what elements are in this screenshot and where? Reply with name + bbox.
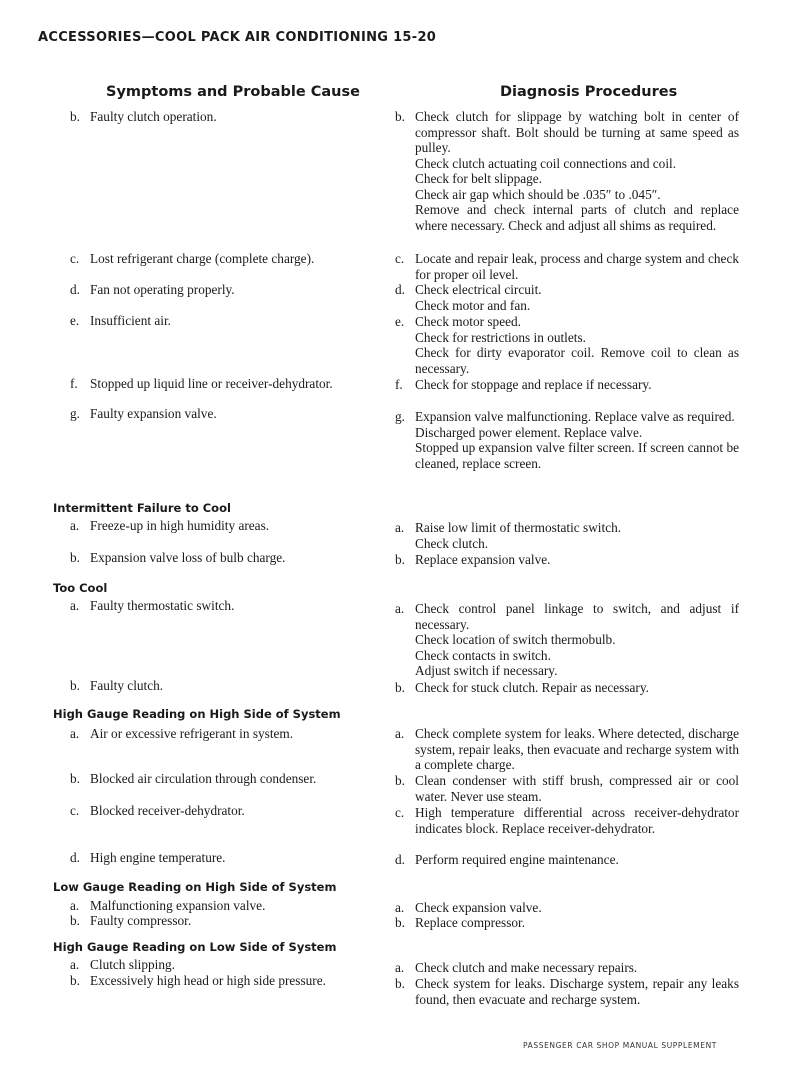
diagnosis-item: a. Check clutch and make necessary repairs.: [395, 960, 638, 975]
symptom-item: b. Excessively high head or high side pressure.: [70, 973, 326, 988]
diagnosis-item: e. Check motor speed. Check for restrictions in outlets. Check for dirty evaporator coil. Remove coil to clean as necessary.: [395, 314, 739, 376]
section-heading: Intermittent Failure to Cool: [53, 501, 231, 515]
diagnosis-item: f. Check for stoppage and replace if necessary.: [395, 377, 652, 392]
page-header: ACCESSORIES—COOL PACK AIR CONDITIONING 15-20: [38, 30, 437, 45]
diagnosis-item: d. Check electrical circuit. Check motor and fan.: [395, 282, 542, 313]
symptoms-column-heading: Symptoms and Probable Cause: [106, 84, 360, 100]
diagnosis-item: b. Replace expansion valve.: [395, 552, 551, 567]
diagnosis-item: b. Replace compressor.: [395, 915, 526, 930]
diagnosis-column-heading: Diagnosis Procedures: [500, 84, 678, 100]
diagnosis-item: a. Check expansion valve.: [395, 900, 542, 915]
section-heading: High Gauge Reading on Low Side of System: [53, 940, 337, 954]
diagnosis-item: b. Clean condenser with stiff brush, compressed air or cool water. Never use steam.: [395, 773, 739, 804]
symptom-item: c. Blocked receiver-dehydrator.: [70, 803, 245, 818]
diagnosis-item: d. Perform required engine maintenance.: [395, 852, 619, 867]
symptom-item: d. Fan not operating properly.: [70, 282, 235, 297]
diagnosis-item: b. Check system for leaks. Discharge system, repair any leaks found, then evacuate and recharge system.: [395, 976, 739, 1007]
section-heading: Too Cool: [53, 581, 108, 595]
symptom-item: d. High engine temperature.: [70, 850, 226, 865]
diagnosis-item: c. High temperature differential across receiver-dehydrator indicates block. Replace receiver-dehydrator.: [395, 805, 739, 836]
symptom-item: c. Lost refrigerant charge (complete charge).: [70, 251, 315, 266]
section-heading: Low Gauge Reading on High Side of System: [53, 880, 337, 894]
symptom-item: b. Blocked air circulation through condenser.: [70, 771, 317, 786]
symptom-item: a. Clutch slipping.: [70, 957, 175, 972]
diagnosis-item: a. Raise low limit of thermostatic switch. Check clutch.: [395, 520, 622, 551]
page-footer: PASSENGER CAR SHOP MANUAL SUPPLEMENT: [523, 1041, 717, 1050]
diagnosis-item: a. Check control panel linkage to switch, and adjust if necessary. Check location of switch thermobulb. Check contacts in switch. Adjust switch if necessary.: [395, 601, 739, 678]
diagnosis-item: b. Check clutch for slippage by watching bolt in center of compressor shaft. Bolt should be turning at same speed as pulley. Check clutch actuating coil connections and coil. Check for belt slippage. Check air gap which should be .035″ to .045″. Remove and check internal parts of clutch and replace where necessary. Check and adjust all shims as required.: [395, 109, 739, 233]
diagnosis-item: b. Check for stuck clutch. Repair as necessary.: [395, 680, 649, 695]
symptom-item: b. Faulty clutch operation.: [70, 109, 217, 124]
symptom-item: a. Malfunctioning expansion valve.: [70, 898, 266, 913]
symptom-item: a. Air or excessive refrigerant in system.: [70, 726, 294, 741]
diagnosis-item: g. Expansion valve malfunctioning. Replace valve as required. Discharged power element. Replace valve. Stopped up expansion valve filter screen. If screen cannot be cleaned, replace screen.: [395, 409, 739, 471]
symptom-item: f. Stopped up liquid line or receiver-dehydrator.: [70, 376, 333, 391]
symptom-item: b. Faulty compressor.: [70, 913, 192, 928]
diagnosis-item: c. Locate and repair leak, process and charge system and check for proper oil level.: [395, 251, 739, 282]
symptom-item: b. Expansion valve loss of bulb charge.: [70, 550, 286, 565]
diagnosis-item: a. Check complete system for leaks. Where detected, discharge system, repair leaks, then evacuate and recharge system with a complete charge.: [395, 726, 739, 772]
symptom-item: a. Freeze-up in high humidity areas.: [70, 518, 270, 533]
section-heading: High Gauge Reading on High Side of System: [53, 707, 341, 721]
symptom-item: g. Faulty expansion valve.: [70, 406, 217, 421]
symptom-item: a. Faulty thermostatic switch.: [70, 598, 235, 613]
symptom-item: e. Insufficient air.: [70, 313, 171, 328]
symptom-item: b. Faulty clutch.: [70, 678, 164, 693]
